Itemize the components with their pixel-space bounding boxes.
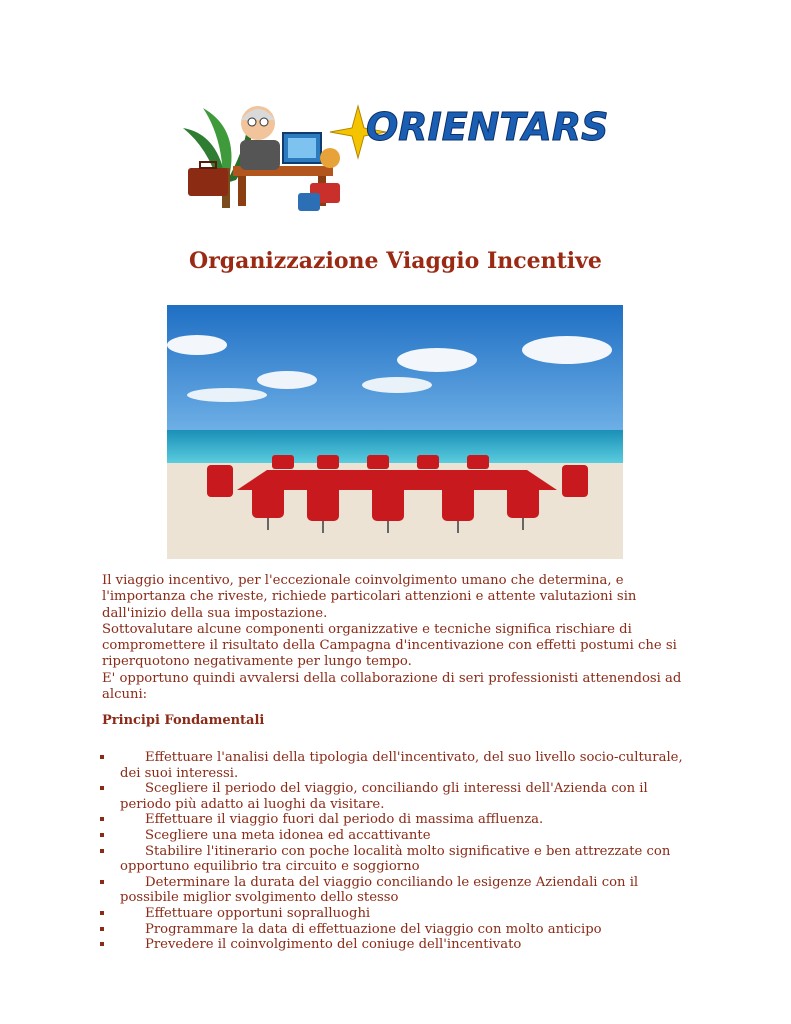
suitcase-icon [188,168,228,196]
logo-wordmark: ORIENTARSI [366,105,608,149]
list-item: Prevedere il coinvolgimento del coniuge dell'incentivato [98,937,698,953]
beach-meeting-picture [167,305,623,559]
square-bullet-icon [100,911,104,915]
list-item: Scegliere il periodo del viaggio, conciliando gli interessi dell'Azienda con il periodo più adatto ai luoghi da visitare. [98,781,698,812]
logo-illustration [178,88,608,218]
page-title: Organizzazione Viaggio Incentive [189,248,602,274]
list-item: Effettuare il viaggio fuori dal periodo di massima affluenza. [98,812,698,828]
list-item: Programmare la data di effettuazione del viaggio con molto anticipo [98,922,698,938]
site-logo [178,88,608,218]
intro-paragraph: Il viaggio incentivo, per l'eccezionale coinvolgimento umano che determina, e l'importanza che riveste, richiede particolari attenzioni e attente valutazioni sin dall'inizio della sua impostazione. [102,573,637,621]
square-bullet-icon [100,817,104,821]
intro-paragraph: E' opportuno quindi avvalersi della collaborazione di seri professionisti attenendosi ad alcuni: [102,670,682,703]
list-item: Effettuare l'analisi della tipologia dell'incentivato, del suo livello socio-culturale, dei suoi interessi. [98,750,698,781]
list-item: Determinare la durata del viaggio conciliando le esigenze Aziendali con il possibile miglior svolgimento dello stesso [98,875,698,906]
intro-text [102,573,702,703]
square-bullet-icon [100,880,104,884]
traveler-body [240,140,280,170]
square-bullet-icon [100,833,104,837]
square-bullet-icon [100,755,104,759]
square-bullet-icon [100,927,104,931]
square-bullet-icon [100,786,104,790]
square-bullet-icon [100,849,104,853]
principles-list [98,750,698,953]
list-item: Stabilire l'itinerario con poche località molto significative e ben attrezzate con opportuno equilibrio tra circuito e soggiorno [98,844,698,875]
list-item: Effettuare opportuni sopralluoghi [98,906,698,922]
square-bullet-icon [100,942,104,946]
section-heading: Principi Fondamentali [102,713,265,728]
intro-paragraph: Sottovalutare alcune componenti organizzative e tecniche significa rischiare di compromettere il risultato della Campagna d'incentivazione con effetti postumi che si riperquotono negativamente per lungo tempo. [102,621,677,670]
hero-image [167,305,623,559]
list-item: Scegliere una meta idonea ed accattivante [98,828,698,844]
